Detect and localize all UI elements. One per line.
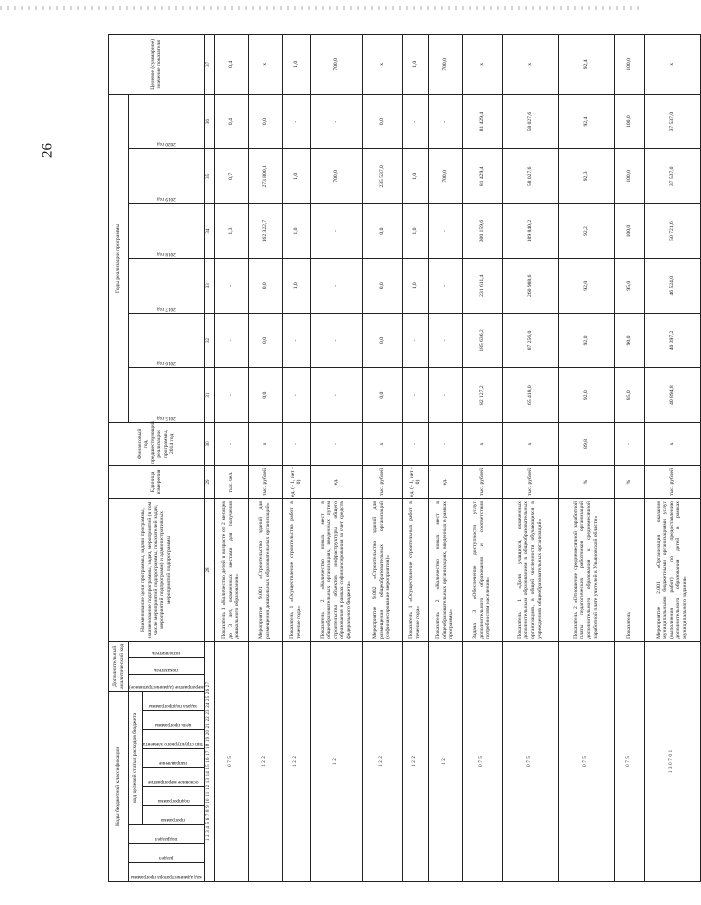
table-row xyxy=(310,35,362,882)
row-unit: ед. xyxy=(428,465,462,498)
header-indicator-code: показатель xyxy=(154,667,179,674)
row-base-year-value: - xyxy=(614,423,644,466)
row-year-value: 1,0 xyxy=(282,149,310,204)
row-code: 1 2 2 xyxy=(282,641,310,881)
row-year-value: 273 800,1 xyxy=(248,149,282,204)
row-year-value: 0,0 xyxy=(248,94,282,149)
row-year-value: - xyxy=(214,368,248,423)
header-year-2020: 2020 год xyxy=(156,141,176,148)
row-year-value: 1,3 xyxy=(214,204,248,259)
row-unit: тыс. чел. xyxy=(214,465,248,498)
table-row xyxy=(502,35,558,882)
column-number-row xyxy=(204,35,214,882)
row-year-value: 58 027,6 xyxy=(502,94,558,149)
row-target-value: х xyxy=(248,35,282,95)
row-year-value: 95,0 xyxy=(614,258,644,313)
row-year-value: 162 322,7 xyxy=(248,204,282,259)
column-numbers-codes: 1 2 3 4 5 6 7 8 9 10 11 12 13 14 15 16 17 18 19 20 21 22 23 24 25 26 27 xyxy=(204,641,214,881)
header-extra-code: Дополнительный аналитический код xyxy=(109,641,129,691)
row-unit: тыс. рублей xyxy=(502,465,558,498)
header-program: программа xyxy=(161,816,186,823)
row-year-value: - xyxy=(282,313,310,368)
program-table xyxy=(108,34,701,882)
row-name: Показатель 2 «Количество новых мест в общеобразовательных организациях, введенных путем строительства объектов инфраструктуры общего образования в рамках софинансирования за счет средств федерального бюджета» xyxy=(310,499,362,642)
column-number-36: 36 xyxy=(204,94,214,149)
row-year-value: 92,4 xyxy=(558,94,614,149)
table-row xyxy=(282,35,310,882)
row-year-value: - xyxy=(282,94,310,149)
row-year-value: - xyxy=(428,94,462,149)
row-unit: % xyxy=(558,465,614,498)
column-number-34: 34 xyxy=(204,204,214,259)
header-dest-group: цель программы xyxy=(155,721,192,728)
row-target-value: 1,0 xyxy=(282,35,310,95)
row-year-value: 185 636,2 xyxy=(462,313,502,368)
row-unit: % xyxy=(614,465,644,498)
row-code: 0 7 5 xyxy=(614,641,644,881)
header-year-2016: 2016 год xyxy=(156,360,176,367)
row-base-year-value: - xyxy=(402,423,428,466)
row-base-year-value: - xyxy=(310,423,362,466)
row-code: 0 7 5 xyxy=(502,641,558,881)
row-year-value: 100,0 xyxy=(614,94,644,149)
row-base-year-value: 89,8 xyxy=(558,423,614,466)
row-year-value: 92,2 xyxy=(558,204,614,259)
row-year-value: 65 418,0 xyxy=(502,368,558,423)
header-func-class: задача подпрограммы xyxy=(149,702,198,709)
row-base-year-value: х xyxy=(502,423,558,466)
row-code: 0 7 5 xyxy=(558,641,614,881)
table-row xyxy=(362,35,402,882)
row-year-value: - xyxy=(310,258,362,313)
row-year-value: 58 027,6 xyxy=(502,149,558,204)
table-row xyxy=(462,35,502,882)
table-row xyxy=(402,35,428,882)
column-number-31: 31 xyxy=(204,368,214,423)
row-year-value: 92,0 xyxy=(558,313,614,368)
row-year-value: - xyxy=(428,204,462,259)
row-year-value: 46 524,0 xyxy=(644,258,700,313)
header-section: раздел xyxy=(159,854,174,861)
row-target-value: 700,0 xyxy=(310,35,362,95)
header-basic-measure: основное мероприятие xyxy=(148,778,199,785)
row-year-value: 40 894,8 xyxy=(644,368,700,423)
row-year-value: 0,4 xyxy=(214,94,248,149)
row-year-value: - xyxy=(402,368,428,423)
column-number-33: 33 xyxy=(204,258,214,313)
row-year-value: 1,0 xyxy=(282,258,310,313)
row-unit: тыс. рублей xyxy=(248,465,282,498)
row-year-value: - xyxy=(310,368,362,423)
row-year-value: 81 429,4 xyxy=(462,94,502,149)
row-year-value: 1,0 xyxy=(402,258,428,313)
row-name: Показатель 1 «Осуществление строительства работ в течение года» xyxy=(282,499,310,642)
row-name: Показатель 2 «Отношение среднемесячной заработной платы педагогических работников организаций дополнительного образования к среднемесячной заработной плате учителей в Ульяновской области» xyxy=(558,499,614,642)
row-base-year-value: - xyxy=(214,423,248,466)
column-number-28: 28 xyxy=(204,499,214,642)
header-year-2015: 2015 год xyxy=(156,415,176,422)
table-row xyxy=(644,35,700,882)
row-target-value: х xyxy=(462,35,502,95)
row-base-year-value: - xyxy=(428,423,462,466)
row-base-year-value: х xyxy=(462,423,502,466)
row-year-value: 85,0 xyxy=(614,368,644,423)
row-target-value: 1,0 xyxy=(402,35,428,95)
row-code: 1 2 2 xyxy=(248,641,282,881)
row-year-value: 37 537,0 xyxy=(644,94,700,149)
row-base-year-value: х xyxy=(362,423,402,466)
row-year-value: 1,0 xyxy=(402,149,428,204)
row-base-year-value: - xyxy=(282,423,310,466)
row-year-value: - xyxy=(310,204,362,259)
row-year-value: 92,3 xyxy=(558,149,614,204)
row-base-year-value: х xyxy=(248,423,282,466)
row-year-value: 700,0 xyxy=(428,149,462,204)
row-unit: тыс. рублей xyxy=(462,465,502,498)
row-name: Мероприятие 9.001 «Строительство зданий для размещения дошкольных образовательных организаций» xyxy=(248,499,282,642)
row-year-value: 40 397,2 xyxy=(644,313,700,368)
row-year-value: 37 537,0 xyxy=(644,149,700,204)
row-target-value: 100,0 xyxy=(614,35,644,95)
header-type-code: тип структурного элемента xyxy=(143,740,204,747)
row-year-value: 50 721,6 xyxy=(644,204,700,259)
table-row xyxy=(248,35,282,882)
row-name: Показатель 2 «Количество новых мест в общеобразовательных организациях, введенных в рамках программы» xyxy=(428,499,462,642)
page-number: 26 xyxy=(39,143,56,158)
row-code: 0 7 5 xyxy=(214,641,248,881)
row-target-value: 700,0 xyxy=(428,35,462,95)
row-year-value: 0,0 xyxy=(248,258,282,313)
row-name: Показатель 1 «Доля учащихся, охваченных дополнительным образованием в общеобразовательных организациях, в общей численности обучающихся в учреждениях общеобразовательных организаций» xyxy=(502,499,558,642)
row-year-value: 81 429,4 xyxy=(462,149,502,204)
header-exec-code: исполнитель xyxy=(152,650,181,657)
header-measure-code: мероприятие (административное) xyxy=(129,683,204,690)
row-year-value: - xyxy=(402,94,428,149)
row-code: 1 2 2 xyxy=(362,641,402,881)
row-year-value: 1,0 xyxy=(402,204,428,259)
header-direction: направление xyxy=(159,759,188,766)
row-year-value: - xyxy=(214,313,248,368)
header-subprogram: подпрограмма xyxy=(157,797,190,804)
column-number-35: 35 xyxy=(204,149,214,204)
row-year-value: 92,0 xyxy=(558,368,614,423)
row-target-value: х xyxy=(644,35,700,95)
column-number-30: 30 xyxy=(204,423,214,466)
row-target-value: х xyxy=(502,35,558,95)
row-year-value: 92,0 xyxy=(558,258,614,313)
row-year-value: 100,0 xyxy=(614,149,644,204)
column-number-37: 37 xyxy=(204,35,214,95)
row-name: Задача 3 «Обеспечение доступности услуг дополнительного образования и соответствия потребностям населения» xyxy=(462,499,502,642)
row-unit: ед. (- 1, нет - 0) xyxy=(282,465,310,498)
row-unit: ед. (- 1, нет - 0) xyxy=(402,465,428,498)
header-unit: Единица измерения xyxy=(109,465,205,498)
header-year-2019: 2019 год xyxy=(156,196,176,203)
row-year-value: 260 988,6 xyxy=(502,258,558,313)
row-code: 1 2 xyxy=(428,641,462,881)
row-year-value: 100,0 xyxy=(614,204,644,259)
row-unit: тыс. рублей xyxy=(644,465,700,498)
header-year-2017: 2017 год xyxy=(156,305,176,312)
column-number-29: 29 xyxy=(204,465,214,498)
row-target-value: 0,4 xyxy=(214,35,248,95)
row-unit: тыс. рублей xyxy=(362,465,402,498)
row-year-value: 0,0 xyxy=(362,204,402,259)
row-code: 0 7 5 xyxy=(462,641,502,881)
row-year-value: - xyxy=(310,313,362,368)
row-year-value: 300 159,6 xyxy=(462,204,502,259)
row-year-value: 0,0 xyxy=(362,368,402,423)
table-row xyxy=(214,35,248,882)
row-year-value: 0,7 xyxy=(214,149,248,204)
row-year-value: - xyxy=(214,258,248,313)
row-year-value: 0,0 xyxy=(362,313,402,368)
header-name: Наименование цели программы, задачи программы, наименование подпрограммы, задач, мероприятий (в том числе мероприятий подпрограммы, показателей задач, мероприятий подпрограмм) и административных мероприятий подпрограммы xyxy=(109,499,205,642)
row-year-value: 82 127,2 xyxy=(462,368,502,423)
row-year-value: 700,0 xyxy=(310,149,362,204)
row-year-value: - xyxy=(428,313,462,368)
row-code: 1 2 xyxy=(310,641,362,881)
row-target-value: 92,4 xyxy=(558,35,614,95)
row-year-value: 90,0 xyxy=(614,313,644,368)
row-year-value: 0,0 xyxy=(362,258,402,313)
row-year-value: 231 611,4 xyxy=(462,258,502,313)
row-year-value: 87 256,0 xyxy=(502,313,558,368)
row-name: Показатель 1 «Осуществление строительных работ в течение года» xyxy=(402,499,428,642)
row-name: Мероприятие 2.001 «Организация оказания муниципальными бюджетными организациями услуг (выполнения работ) по предоставлению дополнительного образования детей в рамках муниципального задания» xyxy=(644,499,700,642)
header-budget-class: Коды бюджетной классификации xyxy=(109,691,129,881)
row-year-value: - xyxy=(428,258,462,313)
table-row xyxy=(558,35,614,882)
header-target: Целевое (суммарное) значение показателя xyxy=(109,35,205,95)
row-year-value: - xyxy=(402,313,428,368)
header-program-element: код целевой статьи расходов бюджета xyxy=(129,691,143,824)
row-base-year-value: х xyxy=(644,423,700,466)
row-year-value: 235 537,0 xyxy=(362,149,402,204)
rotated-program-table xyxy=(108,34,688,882)
row-year-value: 1,0 xyxy=(282,204,310,259)
row-code: 1 3 0 7 0 1 xyxy=(644,641,700,881)
header-year-2018: 2018 год xyxy=(156,250,176,257)
row-year-value: 0,0 xyxy=(362,94,402,149)
header-admin: код администратора программы xyxy=(130,874,202,880)
row-year-value: 0,0 xyxy=(248,313,282,368)
row-target-value: х xyxy=(362,35,402,95)
row-unit: ед. xyxy=(310,465,362,498)
row-year-value: - xyxy=(282,368,310,423)
row-year-value: - xyxy=(310,94,362,149)
row-name: Показатель 1 «Количество детей в возрасте от 2 месяцев до 3 лет, охваченных местами для получения дошкольного образования» xyxy=(214,499,248,642)
header-subsection: подраздел xyxy=(155,835,178,842)
table-row xyxy=(428,35,462,882)
row-year-value: - xyxy=(428,368,462,423)
table-row xyxy=(614,35,644,882)
scan-noise xyxy=(0,6,640,10)
column-number-32: 32 xyxy=(204,313,214,368)
row-year-value: 189 840,2 xyxy=(502,204,558,259)
header-years-group: Годы реализации программы xyxy=(109,94,129,422)
row-name: Показатель xyxy=(614,499,644,642)
row-code: 1 2 2 xyxy=(402,641,428,881)
header-base-year: Финансовый год, предшествующий реализации программы, 2014 год xyxy=(109,423,205,466)
row-name: Мероприятие 9.002 «Строительство зданий для размещения общеобразовательных организаций (софинансирование мероприятия)» xyxy=(362,499,402,642)
row-year-value: 0,0 xyxy=(248,368,282,423)
